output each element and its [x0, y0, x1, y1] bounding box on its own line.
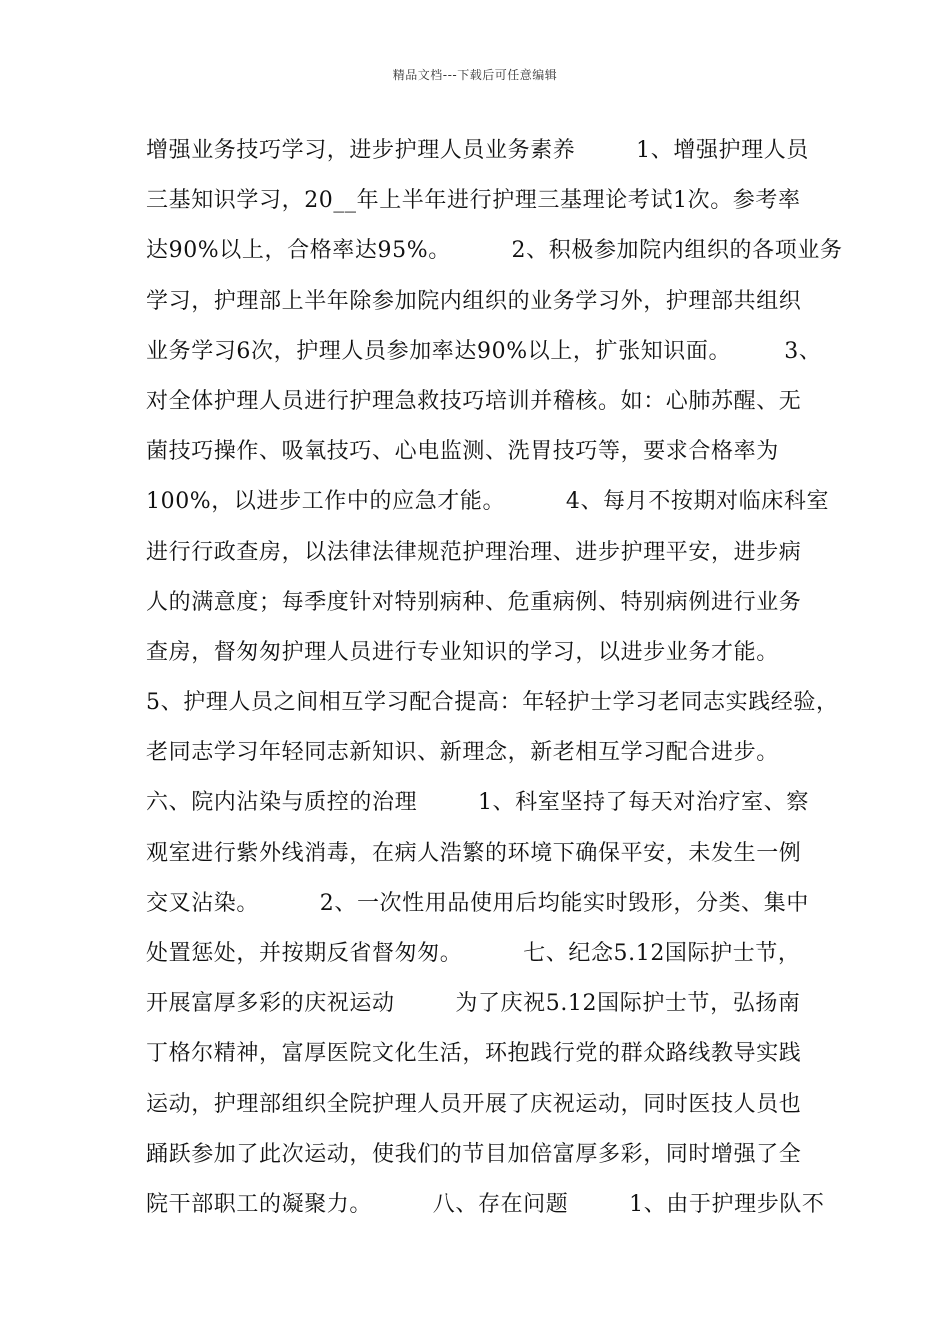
text-line: 观室进行紫外线消毒，在病人浩繁的环境下确保平安，未发生一例	[146, 840, 802, 866]
text-line: 处置惩处，并按期反省督匆匆。 七、纪念5.12国际护士节，	[146, 941, 801, 966]
text-line: 三基知识学习，20__年上半年进行护理三基理论考试1次。参考率	[146, 188, 801, 214]
text-line: 学习，护理部上半年除参加院内组织的业务学习外，护理部共组织	[146, 288, 802, 314]
text-line: 开展富厚多彩的庆祝运动 为了庆祝5.12国际护士节，弘扬南	[146, 991, 801, 1017]
page-header: 精品文档---下载后可任意编辑	[392, 68, 558, 82]
text-line: 增强业务技巧学习，进步护理人员业务素养 1、增强护理人员	[146, 138, 809, 163]
text-line: 交叉沾染。 2、一次性用品使用后均能实时毁形，分类、集中	[146, 890, 809, 916]
text-line: 查房，督匆匆护理人员进行专业知识的学习，以进步业务才能。	[146, 639, 779, 665]
text-line: 老同志学习年轻同志新知识、新理念，新老相互学习配合进步。	[146, 740, 779, 766]
text-line: 运动，护理部组织全院护理人员开展了庆祝运动，同时医技人员也	[146, 1091, 802, 1117]
text-line: 踊跃参加了此次运动，使我们的节目加倍富厚多彩，同时增强了全	[146, 1141, 802, 1167]
text-line: 人的满意度；每季度针对特别病种、危重病例、特别病例进行业务	[146, 589, 802, 615]
text-line: 达90%以上，合格率达95%。 2、积极参加院内组织的各项业务	[146, 238, 843, 264]
text-line: 菌技巧操作、吸氧技巧、心电监测、洗胃技巧等，要求合格率为	[146, 439, 779, 465]
text-line: 业务学习6次，护理人员参加率达90%以上，扩张知识面。 3、	[146, 338, 822, 364]
text-line: 院干部职工的凝聚力。 八、存在问题 1、由于护理步队不	[146, 1191, 825, 1217]
text-line: 100%，以进步工作中的应急才能。 4、每月不按期对临床科室	[146, 489, 830, 515]
text-line: 对全体护理人员进行护理急救技巧培训并稽核。如：心肺苏醒、无	[146, 388, 802, 414]
body-text	[146, 126, 843, 1230]
text-line: 5、护理人员之间相互学习配合提高：年轻护士学习老同志实践经验，	[146, 690, 839, 716]
text-line: 进行行政查房，以法律法律规范护理治理、进步护理平安，进步病	[146, 539, 802, 565]
text-line: 丁格尔精神，富厚医院文化生活，环抱践行党的群众路线教导实践	[146, 1041, 802, 1067]
text-line: 六、院内沾染与质控的治理 1、科室坚持了每天对治疗室、察	[146, 790, 809, 816]
